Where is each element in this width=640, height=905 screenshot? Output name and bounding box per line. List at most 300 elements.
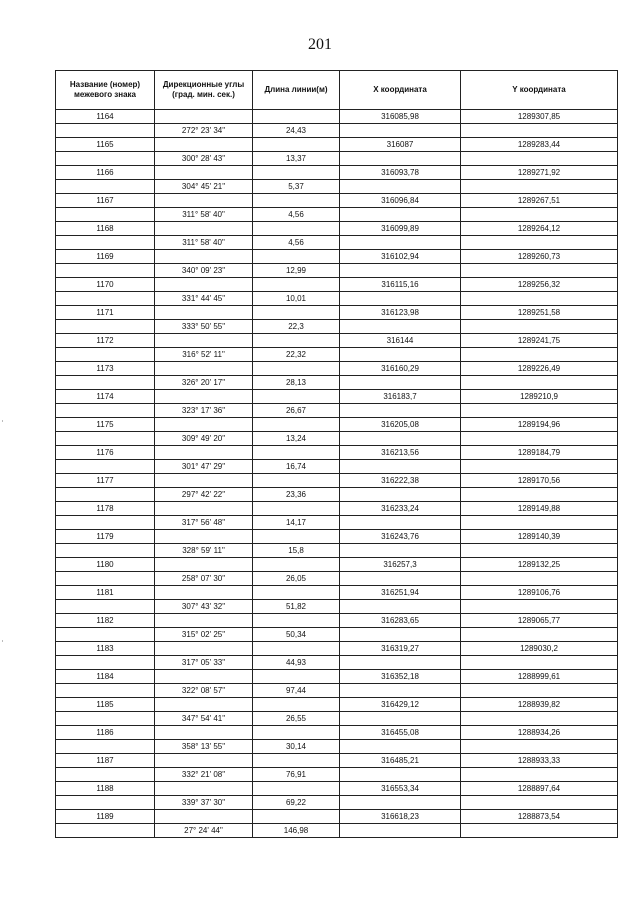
x-coordinate-empty	[340, 740, 461, 754]
scan-edge-mark	[2, 640, 3, 642]
line-length-empty	[253, 754, 340, 768]
direction-angle-empty	[155, 530, 253, 544]
line-length: 146,98	[253, 824, 340, 838]
x-coordinate-empty	[340, 572, 461, 586]
y-coordinate: 1288873,54	[461, 810, 618, 824]
header-y-coordinate: Y координата	[461, 71, 618, 110]
table-row	[56, 698, 618, 712]
x-coordinate: 316243,76	[340, 530, 461, 544]
scan-edge-mark	[2, 420, 3, 422]
direction-angle: 326° 20' 17"	[155, 376, 253, 390]
direction-angle-empty	[155, 726, 253, 740]
point-name-empty	[56, 404, 155, 418]
point-name: 1181	[56, 586, 155, 600]
table-row	[56, 502, 618, 516]
x-coordinate-empty	[340, 348, 461, 362]
x-coordinate-empty	[340, 656, 461, 670]
point-name-empty	[56, 572, 155, 586]
point-name: 1175	[56, 418, 155, 432]
line-length-empty	[253, 670, 340, 684]
x-coordinate-empty	[340, 684, 461, 698]
y-coordinate-empty	[461, 124, 618, 138]
point-name: 1170	[56, 278, 155, 292]
point-name-empty	[56, 656, 155, 670]
point-name-empty	[56, 460, 155, 474]
x-coordinate-empty	[340, 208, 461, 222]
table-row	[56, 138, 618, 152]
x-coordinate: 316144	[340, 334, 461, 348]
direction-angle: 316° 52' 11"	[155, 348, 253, 362]
point-name: 1164	[56, 110, 155, 124]
point-name-empty	[56, 768, 155, 782]
line-length-empty	[253, 390, 340, 404]
line-length: 26,67	[253, 404, 340, 418]
table-row	[56, 376, 618, 390]
table-row	[56, 754, 618, 768]
table-row	[56, 684, 618, 698]
table-row	[56, 180, 618, 194]
direction-angle-empty	[155, 250, 253, 264]
line-length-empty	[253, 502, 340, 516]
y-coordinate: 1289271,92	[461, 166, 618, 180]
y-coordinate: 1289307,85	[461, 110, 618, 124]
point-name-empty	[56, 740, 155, 754]
y-coordinate-empty	[461, 292, 618, 306]
x-coordinate-empty	[340, 180, 461, 194]
point-name: 1174	[56, 390, 155, 404]
direction-angle-empty	[155, 642, 253, 656]
y-coordinate: 1289149,88	[461, 502, 618, 516]
point-name: 1178	[56, 502, 155, 516]
line-length: 13,24	[253, 432, 340, 446]
x-coordinate: 316283,65	[340, 614, 461, 628]
direction-angle: 301° 47' 29"	[155, 460, 253, 474]
direction-angle-empty	[155, 334, 253, 348]
table-row	[56, 586, 618, 600]
table-row	[56, 572, 618, 586]
table-row	[56, 516, 618, 530]
direction-angle-empty	[155, 810, 253, 824]
x-coordinate-empty	[340, 516, 461, 530]
direction-angle-empty	[155, 278, 253, 292]
direction-angle: 304° 45' 21"	[155, 180, 253, 194]
x-coordinate: 316455,08	[340, 726, 461, 740]
point-name-empty	[56, 348, 155, 362]
direction-angle: 339° 37' 30"	[155, 796, 253, 810]
direction-angle-empty	[155, 138, 253, 152]
table-header-row	[56, 71, 618, 110]
y-coordinate: 1289132,25	[461, 558, 618, 572]
point-name-empty	[56, 124, 155, 138]
line-length: 14,17	[253, 516, 340, 530]
line-length-empty	[253, 362, 340, 376]
table-row	[56, 250, 618, 264]
header-point-name: Название (номер) межевого знака	[56, 71, 155, 110]
line-length-empty	[253, 334, 340, 348]
point-name: 1188	[56, 782, 155, 796]
table-row	[56, 740, 618, 754]
table-row	[56, 194, 618, 208]
direction-angle: 333° 50' 55"	[155, 320, 253, 334]
y-coordinate: 1289210,9	[461, 390, 618, 404]
x-coordinate: 316257,3	[340, 558, 461, 572]
line-length-empty	[253, 250, 340, 264]
y-coordinate-empty	[461, 656, 618, 670]
table-row	[56, 530, 618, 544]
table-row	[56, 306, 618, 320]
direction-angle-empty	[155, 698, 253, 712]
direction-angle: 347° 54' 41"	[155, 712, 253, 726]
line-length-empty	[253, 278, 340, 292]
line-length-empty	[253, 222, 340, 236]
y-coordinate-empty	[461, 152, 618, 166]
line-length: 28,13	[253, 376, 340, 390]
x-coordinate: 316233,24	[340, 502, 461, 516]
table-row	[56, 474, 618, 488]
y-coordinate-empty	[461, 572, 618, 586]
direction-angle-empty	[155, 586, 253, 600]
point-name: 1168	[56, 222, 155, 236]
x-coordinate-empty	[340, 544, 461, 558]
line-length: 76,91	[253, 768, 340, 782]
x-coordinate-empty	[340, 488, 461, 502]
line-length-empty	[253, 642, 340, 656]
y-coordinate: 1289184,79	[461, 446, 618, 460]
x-coordinate-empty	[340, 796, 461, 810]
line-length: 44,93	[253, 656, 340, 670]
x-coordinate-empty	[340, 264, 461, 278]
y-coordinate: 1288897,64	[461, 782, 618, 796]
direction-angle: 323° 17' 36"	[155, 404, 253, 418]
direction-angle-empty	[155, 446, 253, 460]
direction-angle: 317° 56' 48"	[155, 516, 253, 530]
line-length: 26,05	[253, 572, 340, 586]
y-coordinate-empty	[461, 824, 618, 838]
direction-angle: 311° 58' 40"	[155, 236, 253, 250]
point-name-empty	[56, 796, 155, 810]
line-length-empty	[253, 110, 340, 124]
y-coordinate-empty	[461, 432, 618, 446]
y-coordinate-empty	[461, 180, 618, 194]
x-coordinate: 316429,12	[340, 698, 461, 712]
table-row	[56, 110, 618, 124]
table-row	[56, 782, 618, 796]
direction-angle: 358° 13' 55"	[155, 740, 253, 754]
y-coordinate-empty	[461, 376, 618, 390]
x-coordinate-empty	[340, 404, 461, 418]
direction-angle: 340° 09' 23"	[155, 264, 253, 278]
table-row	[56, 810, 618, 824]
table-row	[56, 544, 618, 558]
y-coordinate: 1289106,76	[461, 586, 618, 600]
point-name-empty	[56, 180, 155, 194]
line-length-empty	[253, 138, 340, 152]
table-row	[56, 278, 618, 292]
point-name: 1173	[56, 362, 155, 376]
header-line-length: Длина линии(м)	[253, 71, 340, 110]
line-length-empty	[253, 558, 340, 572]
point-name-empty	[56, 824, 155, 838]
direction-angle: 328° 59' 11"	[155, 544, 253, 558]
point-name: 1180	[56, 558, 155, 572]
point-name-empty	[56, 684, 155, 698]
x-coordinate: 316485,21	[340, 754, 461, 768]
point-name-empty	[56, 292, 155, 306]
x-coordinate-empty	[340, 124, 461, 138]
y-coordinate: 1289194,96	[461, 418, 618, 432]
point-name: 1186	[56, 726, 155, 740]
table-row	[56, 558, 618, 572]
direction-angle: 331° 44' 45"	[155, 292, 253, 306]
y-coordinate: 1288939,82	[461, 698, 618, 712]
table-row	[56, 600, 618, 614]
line-length-empty	[253, 166, 340, 180]
point-name-empty	[56, 236, 155, 250]
table-row	[56, 124, 618, 138]
y-coordinate-empty	[461, 684, 618, 698]
table-row	[56, 768, 618, 782]
table-row	[56, 320, 618, 334]
table-row	[56, 446, 618, 460]
line-length-empty	[253, 474, 340, 488]
direction-angle-empty	[155, 502, 253, 516]
direction-angle-empty	[155, 782, 253, 796]
direction-angle-empty	[155, 474, 253, 488]
line-length-empty	[253, 726, 340, 740]
table-row	[56, 404, 618, 418]
direction-angle-empty	[155, 390, 253, 404]
point-name: 1185	[56, 698, 155, 712]
line-length: 26,55	[253, 712, 340, 726]
table-row	[56, 264, 618, 278]
direction-angle: 317° 05' 33"	[155, 656, 253, 670]
direction-angle-empty	[155, 166, 253, 180]
line-length: 15,8	[253, 544, 340, 558]
y-coordinate-empty	[461, 488, 618, 502]
line-length: 12,99	[253, 264, 340, 278]
table-row	[56, 236, 618, 250]
x-coordinate: 316213,56	[340, 446, 461, 460]
point-name: 1189	[56, 810, 155, 824]
line-length: 23,36	[253, 488, 340, 502]
table-row	[56, 432, 618, 446]
point-name: 1187	[56, 754, 155, 768]
line-length: 97,44	[253, 684, 340, 698]
point-name-empty	[56, 152, 155, 166]
x-coordinate-empty	[340, 628, 461, 642]
x-coordinate-empty	[340, 152, 461, 166]
point-name-empty	[56, 264, 155, 278]
y-coordinate-empty	[461, 404, 618, 418]
point-name: 1167	[56, 194, 155, 208]
direction-angle: 311° 58' 40"	[155, 208, 253, 222]
table-row	[56, 390, 618, 404]
direction-angle: 307° 43' 32"	[155, 600, 253, 614]
direction-angle-empty	[155, 418, 253, 432]
direction-angle: 322° 08' 57"	[155, 684, 253, 698]
point-name-empty	[56, 544, 155, 558]
y-coordinate: 1289260,73	[461, 250, 618, 264]
table-row	[56, 628, 618, 642]
table-row	[56, 656, 618, 670]
y-coordinate: 1289226,49	[461, 362, 618, 376]
header-x-coordinate: Х координата	[340, 71, 461, 110]
boundary-coordinates-table	[55, 70, 618, 838]
y-coordinate-empty	[461, 768, 618, 782]
table-row	[56, 488, 618, 502]
line-length: 51,82	[253, 600, 340, 614]
point-name: 1171	[56, 306, 155, 320]
y-coordinate-empty	[461, 264, 618, 278]
y-coordinate: 1289140,39	[461, 530, 618, 544]
direction-angle-empty	[155, 362, 253, 376]
x-coordinate-empty	[340, 600, 461, 614]
x-coordinate: 316093,78	[340, 166, 461, 180]
table-row	[56, 614, 618, 628]
x-coordinate: 316251,94	[340, 586, 461, 600]
line-length: 4,56	[253, 208, 340, 222]
line-length: 30,14	[253, 740, 340, 754]
y-coordinate: 1289267,51	[461, 194, 618, 208]
table-row	[56, 222, 618, 236]
y-coordinate: 1289170,56	[461, 474, 618, 488]
line-length: 4,56	[253, 236, 340, 250]
y-coordinate: 1289030,2	[461, 642, 618, 656]
y-coordinate: 1289264,12	[461, 222, 618, 236]
line-length-empty	[253, 530, 340, 544]
direction-angle: 297° 42' 22"	[155, 488, 253, 502]
y-coordinate-empty	[461, 628, 618, 642]
point-name: 1176	[56, 446, 155, 460]
direction-angle-empty	[155, 614, 253, 628]
point-name: 1169	[56, 250, 155, 264]
y-coordinate: 1289256,32	[461, 278, 618, 292]
table-row	[56, 292, 618, 306]
y-coordinate-empty	[461, 348, 618, 362]
y-coordinate: 1288999,61	[461, 670, 618, 684]
x-coordinate: 316085,98	[340, 110, 461, 124]
y-coordinate-empty	[461, 796, 618, 810]
line-length: 5,37	[253, 180, 340, 194]
direction-angle-empty	[155, 754, 253, 768]
x-coordinate-empty	[340, 292, 461, 306]
direction-angle: 300° 28' 43"	[155, 152, 253, 166]
line-length: 10,01	[253, 292, 340, 306]
y-coordinate-empty	[461, 516, 618, 530]
y-coordinate-empty	[461, 320, 618, 334]
y-coordinate-empty	[461, 460, 618, 474]
x-coordinate: 316319,27	[340, 642, 461, 656]
x-coordinate-empty	[340, 320, 461, 334]
x-coordinate: 316096,84	[340, 194, 461, 208]
table-row	[56, 460, 618, 474]
x-coordinate: 316553,34	[340, 782, 461, 796]
point-name-empty	[56, 628, 155, 642]
point-name: 1166	[56, 166, 155, 180]
direction-angle: 332° 21' 08"	[155, 768, 253, 782]
direction-angle: 27° 24' 44"	[155, 824, 253, 838]
line-length: 22,3	[253, 320, 340, 334]
line-length-empty	[253, 446, 340, 460]
point-name: 1183	[56, 642, 155, 656]
x-coordinate: 316123,98	[340, 306, 461, 320]
x-coordinate: 316183,7	[340, 390, 461, 404]
point-name: 1184	[56, 670, 155, 684]
x-coordinate: 316618,23	[340, 810, 461, 824]
table-row	[56, 208, 618, 222]
x-coordinate-empty	[340, 236, 461, 250]
line-length-empty	[253, 306, 340, 320]
direction-angle-empty	[155, 222, 253, 236]
x-coordinate: 316160,29	[340, 362, 461, 376]
x-coordinate: 316352,18	[340, 670, 461, 684]
line-length-empty	[253, 810, 340, 824]
point-name: 1172	[56, 334, 155, 348]
x-coordinate: 316087	[340, 138, 461, 152]
point-name: 1179	[56, 530, 155, 544]
x-coordinate: 316205,08	[340, 418, 461, 432]
y-coordinate-empty	[461, 712, 618, 726]
table-row	[56, 712, 618, 726]
table-row	[56, 334, 618, 348]
x-coordinate: 316115,16	[340, 278, 461, 292]
line-length: 16,74	[253, 460, 340, 474]
point-name-empty	[56, 376, 155, 390]
direction-angle-empty	[155, 558, 253, 572]
direction-angle: 258° 07' 30"	[155, 572, 253, 586]
point-name: 1182	[56, 614, 155, 628]
line-length: 22,32	[253, 348, 340, 362]
line-length: 69,22	[253, 796, 340, 810]
point-name: 1165	[56, 138, 155, 152]
y-coordinate: 1289065,77	[461, 614, 618, 628]
x-coordinate: 316102,94	[340, 250, 461, 264]
y-coordinate-empty	[461, 740, 618, 754]
y-coordinate: 1288934,26	[461, 726, 618, 740]
x-coordinate-empty	[340, 460, 461, 474]
table-row	[56, 796, 618, 810]
x-coordinate-empty	[340, 824, 461, 838]
point-name-empty	[56, 432, 155, 446]
x-coordinate: 316099,89	[340, 222, 461, 236]
line-length-empty	[253, 418, 340, 432]
header-direction-angle: Дирекционные углы (град. мин. сек.)	[155, 71, 253, 110]
line-length-empty	[253, 614, 340, 628]
y-coordinate-empty	[461, 236, 618, 250]
y-coordinate: 1289241,75	[461, 334, 618, 348]
direction-angle-empty	[155, 110, 253, 124]
direction-angle: 309° 49' 20"	[155, 432, 253, 446]
y-coordinate-empty	[461, 208, 618, 222]
table-row	[56, 726, 618, 740]
point-name-empty	[56, 488, 155, 502]
x-coordinate-empty	[340, 768, 461, 782]
direction-angle-empty	[155, 306, 253, 320]
point-name: 1177	[56, 474, 155, 488]
table-row	[56, 824, 618, 838]
table-row	[56, 362, 618, 376]
y-coordinate: 1289283,44	[461, 138, 618, 152]
table-row	[56, 152, 618, 166]
page-number: 201	[308, 36, 332, 53]
line-length-empty	[253, 194, 340, 208]
y-coordinate: 1289251,58	[461, 306, 618, 320]
line-length: 13,37	[253, 152, 340, 166]
direction-angle-empty	[155, 194, 253, 208]
point-name-empty	[56, 208, 155, 222]
table-row	[56, 642, 618, 656]
x-coordinate-empty	[340, 376, 461, 390]
